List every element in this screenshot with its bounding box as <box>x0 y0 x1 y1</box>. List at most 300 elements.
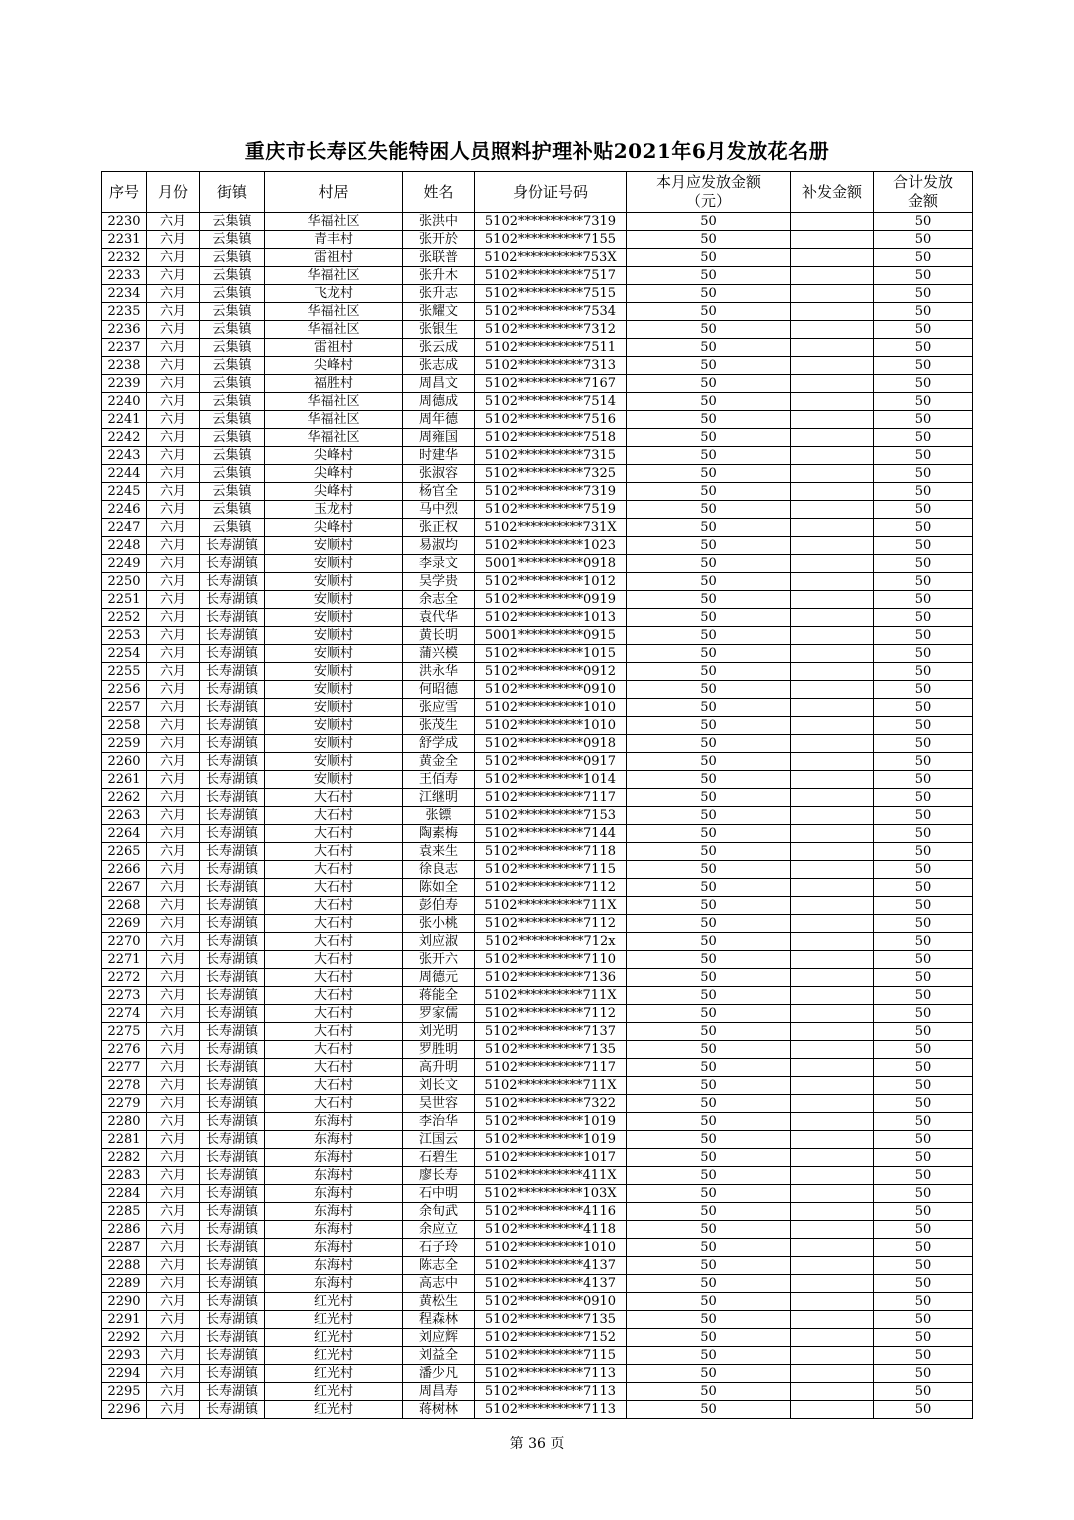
cell-seq: 2294 <box>102 1365 147 1383</box>
cell-town: 云集镇 <box>200 321 265 339</box>
cell-seq: 2240 <box>102 393 147 411</box>
cell-total: 50 <box>874 807 973 825</box>
cell-due-amount: 50 <box>627 447 791 465</box>
cell-seq: 2295 <box>102 1383 147 1401</box>
cell-town: 云集镇 <box>200 249 265 267</box>
cell-town: 长寿湖镇 <box>200 573 265 591</box>
cell-id: 5102**********7315 <box>475 447 627 465</box>
cell-village: 红光村 <box>265 1311 403 1329</box>
table-row <box>102 591 973 609</box>
cell-due-amount: 50 <box>627 879 791 897</box>
cell-name: 黄金全 <box>403 753 475 771</box>
cell-seq: 2293 <box>102 1347 147 1365</box>
cell-month: 六月 <box>147 1401 200 1419</box>
cell-seq: 2265 <box>102 843 147 861</box>
cell-month: 六月 <box>147 1347 200 1365</box>
cell-month: 六月 <box>147 1095 200 1113</box>
header-name: 姓名 <box>403 172 475 213</box>
cell-month: 六月 <box>147 357 200 375</box>
cell-due-amount: 50 <box>627 969 791 987</box>
header-supplement: 补发金额 <box>791 172 874 213</box>
cell-village: 雷祖村 <box>265 339 403 357</box>
cell-id: 5102**********7137 <box>475 1023 627 1041</box>
cell-supplement <box>791 915 874 933</box>
cell-supplement <box>791 789 874 807</box>
cell-id: 5102**********0918 <box>475 735 627 753</box>
cell-name: 石中明 <box>403 1185 475 1203</box>
cell-id: 5102**********1019 <box>475 1131 627 1149</box>
cell-supplement <box>791 1185 874 1203</box>
cell-due-amount: 50 <box>627 1167 791 1185</box>
cell-town: 长寿湖镇 <box>200 1185 265 1203</box>
cell-total: 50 <box>874 645 973 663</box>
cell-village: 红光村 <box>265 1329 403 1347</box>
cell-id: 5102**********7325 <box>475 465 627 483</box>
header-id: 身份证号码 <box>475 172 627 213</box>
cell-month: 六月 <box>147 645 200 663</box>
cell-town: 长寿湖镇 <box>200 879 265 897</box>
cell-due-amount: 50 <box>627 267 791 285</box>
cell-month: 六月 <box>147 1329 200 1347</box>
cell-name: 罗家儒 <box>403 1005 475 1023</box>
cell-town: 长寿湖镇 <box>200 1113 265 1131</box>
cell-total: 50 <box>874 681 973 699</box>
table-row <box>102 1041 973 1059</box>
cell-seq: 2267 <box>102 879 147 897</box>
cell-id: 5102**********7515 <box>475 285 627 303</box>
table-row <box>102 1221 973 1239</box>
cell-due-amount: 50 <box>627 1077 791 1095</box>
cell-town: 云集镇 <box>200 393 265 411</box>
cell-month: 六月 <box>147 1023 200 1041</box>
cell-town: 长寿湖镇 <box>200 681 265 699</box>
table-row <box>102 1311 973 1329</box>
cell-town: 长寿湖镇 <box>200 915 265 933</box>
cell-month: 六月 <box>147 267 200 285</box>
cell-town: 长寿湖镇 <box>200 951 265 969</box>
cell-month: 六月 <box>147 987 200 1005</box>
cell-id: 5102**********731X <box>475 519 627 537</box>
cell-supplement <box>791 249 874 267</box>
cell-seq: 2289 <box>102 1275 147 1293</box>
cell-supplement <box>791 375 874 393</box>
header-seq: 序号 <box>102 172 147 213</box>
cell-town: 长寿湖镇 <box>200 753 265 771</box>
table-row <box>102 1131 973 1149</box>
cell-town: 云集镇 <box>200 519 265 537</box>
cell-seq: 2271 <box>102 951 147 969</box>
cell-town: 长寿湖镇 <box>200 1041 265 1059</box>
cell-id: 5102**********7313 <box>475 357 627 375</box>
cell-town: 长寿湖镇 <box>200 1149 265 1167</box>
cell-supplement <box>791 609 874 627</box>
cell-town: 长寿湖镇 <box>200 1347 265 1365</box>
cell-supplement <box>791 969 874 987</box>
cell-month: 六月 <box>147 249 200 267</box>
cell-id: 5102**********7322 <box>475 1095 627 1113</box>
cell-name: 张升木 <box>403 267 475 285</box>
cell-id: 5102**********7144 <box>475 825 627 843</box>
cell-town: 云集镇 <box>200 231 265 249</box>
cell-seq: 2237 <box>102 339 147 357</box>
cell-month: 六月 <box>147 213 200 231</box>
cell-id: 5102**********7118 <box>475 843 627 861</box>
cell-total: 50 <box>874 537 973 555</box>
table-row <box>102 951 973 969</box>
cell-id: 5102**********7115 <box>475 861 627 879</box>
cell-town: 长寿湖镇 <box>200 537 265 555</box>
header-due-amount <box>627 172 791 213</box>
cell-due-amount: 50 <box>627 249 791 267</box>
cell-due-amount: 50 <box>627 1131 791 1149</box>
cell-total: 50 <box>874 951 973 969</box>
cell-total: 50 <box>874 825 973 843</box>
table-row <box>102 663 973 681</box>
cell-village: 红光村 <box>265 1293 403 1311</box>
cell-due-amount: 50 <box>627 681 791 699</box>
cell-seq: 2288 <box>102 1257 147 1275</box>
cell-id: 5102**********7514 <box>475 393 627 411</box>
cell-total: 50 <box>874 933 973 951</box>
cell-supplement <box>791 1005 874 1023</box>
table-row <box>102 1059 973 1077</box>
cell-seq: 2232 <box>102 249 147 267</box>
cell-village: 飞龙村 <box>265 285 403 303</box>
cell-supplement <box>791 537 874 555</box>
table-row <box>102 447 973 465</box>
cell-town: 长寿湖镇 <box>200 1167 265 1185</box>
cell-name: 周雍国 <box>403 429 475 447</box>
cell-seq: 2254 <box>102 645 147 663</box>
cell-village: 大石村 <box>265 951 403 969</box>
cell-id: 5102**********0912 <box>475 663 627 681</box>
cell-id: 5102**********7152 <box>475 1329 627 1347</box>
cell-month: 六月 <box>147 1311 200 1329</box>
header-due-line1: 本月应发放金额 <box>655 173 761 191</box>
cell-name: 刘长文 <box>403 1077 475 1095</box>
cell-due-amount: 50 <box>627 231 791 249</box>
cell-total: 50 <box>874 1365 973 1383</box>
cell-month: 六月 <box>147 789 200 807</box>
cell-month: 六月 <box>147 1005 200 1023</box>
cell-village: 大石村 <box>265 1005 403 1023</box>
cell-month: 六月 <box>147 663 200 681</box>
table-row <box>102 771 973 789</box>
cell-total: 50 <box>874 1257 973 1275</box>
cell-due-amount: 50 <box>627 303 791 321</box>
cell-town: 长寿湖镇 <box>200 1203 265 1221</box>
cell-total: 50 <box>874 1311 973 1329</box>
cell-supplement <box>791 1239 874 1257</box>
cell-id: 5102**********7135 <box>475 1041 627 1059</box>
cell-due-amount: 50 <box>627 897 791 915</box>
cell-supplement <box>791 1167 874 1185</box>
cell-total: 50 <box>874 1077 973 1095</box>
cell-town: 云集镇 <box>200 303 265 321</box>
cell-town: 长寿湖镇 <box>200 1239 265 1257</box>
cell-supplement <box>791 1401 874 1419</box>
cell-seq: 2246 <box>102 501 147 519</box>
cell-name: 洪永华 <box>403 663 475 681</box>
cell-month: 六月 <box>147 1257 200 1275</box>
cell-month: 六月 <box>147 1077 200 1095</box>
cell-village: 大石村 <box>265 915 403 933</box>
cell-village: 华福社区 <box>265 213 403 231</box>
table-row <box>102 735 973 753</box>
cell-name: 刘应淑 <box>403 933 475 951</box>
cell-due-amount: 50 <box>627 1203 791 1221</box>
cell-supplement <box>791 717 874 735</box>
cell-id: 5102**********0910 <box>475 681 627 699</box>
cell-supplement <box>791 933 874 951</box>
cell-village: 大石村 <box>265 969 403 987</box>
cell-village: 安顺村 <box>265 663 403 681</box>
cell-due-amount: 50 <box>627 483 791 501</box>
cell-month: 六月 <box>147 501 200 519</box>
cell-month: 六月 <box>147 1203 200 1221</box>
cell-month: 六月 <box>147 591 200 609</box>
cell-id: 5102**********1015 <box>475 645 627 663</box>
cell-village: 大石村 <box>265 1059 403 1077</box>
cell-name: 张耀文 <box>403 303 475 321</box>
cell-id: 5102**********1010 <box>475 699 627 717</box>
cell-name: 袁来生 <box>403 843 475 861</box>
cell-village: 尖峰村 <box>265 357 403 375</box>
cell-due-amount: 50 <box>627 717 791 735</box>
cell-village: 东海村 <box>265 1239 403 1257</box>
cell-month: 六月 <box>147 519 200 537</box>
cell-total: 50 <box>874 1041 973 1059</box>
cell-supplement <box>791 465 874 483</box>
cell-village: 东海村 <box>265 1221 403 1239</box>
cell-supplement <box>791 627 874 645</box>
table-row <box>102 789 973 807</box>
cell-id: 5102**********7112 <box>475 1005 627 1023</box>
cell-due-amount: 50 <box>627 501 791 519</box>
cell-name: 周昌寿 <box>403 1383 475 1401</box>
cell-supplement <box>791 303 874 321</box>
cell-total: 50 <box>874 1347 973 1365</box>
cell-total: 50 <box>874 1239 973 1257</box>
cell-name: 潘少凡 <box>403 1365 475 1383</box>
cell-due-amount: 50 <box>627 321 791 339</box>
cell-seq: 2268 <box>102 897 147 915</box>
table-row <box>102 573 973 591</box>
cell-seq: 2263 <box>102 807 147 825</box>
cell-village: 安顺村 <box>265 717 403 735</box>
cell-name: 陈如全 <box>403 879 475 897</box>
cell-name: 张小桃 <box>403 915 475 933</box>
cell-total: 50 <box>874 267 973 285</box>
cell-due-amount: 50 <box>627 591 791 609</box>
cell-name: 高升明 <box>403 1059 475 1077</box>
cell-supplement <box>791 213 874 231</box>
cell-supplement <box>791 573 874 591</box>
cell-town: 长寿湖镇 <box>200 789 265 807</box>
header-town: 街镇 <box>200 172 265 213</box>
cell-month: 六月 <box>147 771 200 789</box>
cell-name: 张淑容 <box>403 465 475 483</box>
cell-total: 50 <box>874 249 973 267</box>
cell-month: 六月 <box>147 555 200 573</box>
cell-seq: 2281 <box>102 1131 147 1149</box>
cell-name: 陶素梅 <box>403 825 475 843</box>
cell-due-amount: 50 <box>627 699 791 717</box>
cell-name: 刘光明 <box>403 1023 475 1041</box>
cell-village: 安顺村 <box>265 735 403 753</box>
cell-name: 江继明 <box>403 789 475 807</box>
table-row <box>102 267 973 285</box>
cell-month: 六月 <box>147 465 200 483</box>
cell-town: 长寿湖镇 <box>200 609 265 627</box>
cell-seq: 2253 <box>102 627 147 645</box>
cell-total: 50 <box>874 1185 973 1203</box>
cell-supplement <box>791 771 874 789</box>
cell-town: 长寿湖镇 <box>200 1275 265 1293</box>
cell-total: 50 <box>874 411 973 429</box>
cell-town: 长寿湖镇 <box>200 1311 265 1329</box>
cell-due-amount: 50 <box>627 1365 791 1383</box>
cell-total: 50 <box>874 789 973 807</box>
cell-id: 5102**********711X <box>475 897 627 915</box>
cell-name: 张茂生 <box>403 717 475 735</box>
cell-month: 六月 <box>147 1149 200 1167</box>
table-row <box>102 375 973 393</box>
table-row <box>102 393 973 411</box>
cell-town: 长寿湖镇 <box>200 1095 265 1113</box>
cell-due-amount: 50 <box>627 555 791 573</box>
cell-town: 长寿湖镇 <box>200 933 265 951</box>
cell-due-amount: 50 <box>627 465 791 483</box>
cell-supplement <box>791 1041 874 1059</box>
cell-town: 长寿湖镇 <box>200 861 265 879</box>
cell-id: 5102**********7117 <box>475 789 627 807</box>
cell-name: 蒋能全 <box>403 987 475 1005</box>
cell-due-amount: 50 <box>627 933 791 951</box>
table-row <box>102 465 973 483</box>
cell-seq: 2258 <box>102 717 147 735</box>
cell-name: 张应雪 <box>403 699 475 717</box>
cell-supplement <box>791 321 874 339</box>
cell-seq: 2286 <box>102 1221 147 1239</box>
table-row <box>102 1167 973 1185</box>
cell-village: 华福社区 <box>265 303 403 321</box>
cell-seq: 2244 <box>102 465 147 483</box>
cell-seq: 2249 <box>102 555 147 573</box>
cell-name: 余应立 <box>403 1221 475 1239</box>
cell-id: 5102**********1019 <box>475 1113 627 1131</box>
cell-seq: 2274 <box>102 1005 147 1023</box>
cell-month: 六月 <box>147 879 200 897</box>
cell-id: 5102**********7113 <box>475 1365 627 1383</box>
cell-seq: 2245 <box>102 483 147 501</box>
header-total-line2: 金额 <box>907 192 938 210</box>
cell-due-amount: 50 <box>627 609 791 627</box>
cell-name: 袁代华 <box>403 609 475 627</box>
cell-month: 六月 <box>147 699 200 717</box>
table-row <box>102 1149 973 1167</box>
cell-due-amount: 50 <box>627 1005 791 1023</box>
cell-month: 六月 <box>147 231 200 249</box>
table-row <box>102 339 973 357</box>
cell-id: 5001**********0918 <box>475 555 627 573</box>
cell-town: 长寿湖镇 <box>200 1401 265 1419</box>
cell-due-amount: 50 <box>627 843 791 861</box>
cell-village: 大石村 <box>265 789 403 807</box>
cell-seq: 2282 <box>102 1149 147 1167</box>
cell-supplement <box>791 339 874 357</box>
cell-seq: 2287 <box>102 1239 147 1257</box>
table-row <box>102 483 973 501</box>
cell-due-amount: 50 <box>627 825 791 843</box>
cell-village: 红光村 <box>265 1365 403 1383</box>
cell-village: 东海村 <box>265 1275 403 1293</box>
cell-month: 六月 <box>147 321 200 339</box>
cell-month: 六月 <box>147 609 200 627</box>
table-row <box>102 1077 973 1095</box>
table-header <box>102 172 973 213</box>
cell-name: 张云成 <box>403 339 475 357</box>
cell-due-amount: 50 <box>627 339 791 357</box>
cell-total: 50 <box>874 393 973 411</box>
cell-due-amount: 50 <box>627 411 791 429</box>
cell-name: 杨官全 <box>403 483 475 501</box>
table-row <box>102 627 973 645</box>
cell-month: 六月 <box>147 735 200 753</box>
cell-supplement <box>791 699 874 717</box>
cell-id: 5102**********0919 <box>475 591 627 609</box>
table-row <box>102 879 973 897</box>
cell-town: 长寿湖镇 <box>200 735 265 753</box>
cell-total: 50 <box>874 591 973 609</box>
cell-seq: 2290 <box>102 1293 147 1311</box>
cell-town: 长寿湖镇 <box>200 1131 265 1149</box>
cell-seq: 2252 <box>102 609 147 627</box>
table-row <box>102 357 973 375</box>
cell-total: 50 <box>874 1221 973 1239</box>
table-row <box>102 717 973 735</box>
table-row <box>102 915 973 933</box>
cell-village: 大石村 <box>265 807 403 825</box>
cell-village: 大石村 <box>265 933 403 951</box>
cell-town: 长寿湖镇 <box>200 663 265 681</box>
cell-id: 5102**********4116 <box>475 1203 627 1221</box>
cell-due-amount: 50 <box>627 1041 791 1059</box>
cell-total: 50 <box>874 1401 973 1419</box>
cell-town: 云集镇 <box>200 267 265 285</box>
header-month: 月份 <box>147 172 200 213</box>
cell-due-amount: 50 <box>627 393 791 411</box>
cell-seq: 2255 <box>102 663 147 681</box>
cell-total: 50 <box>874 285 973 303</box>
cell-id: 5102**********0910 <box>475 1293 627 1311</box>
cell-town: 云集镇 <box>200 285 265 303</box>
cell-total: 50 <box>874 483 973 501</box>
cell-supplement <box>791 1311 874 1329</box>
cell-due-amount: 50 <box>627 1347 791 1365</box>
cell-due-amount: 50 <box>627 1383 791 1401</box>
cell-month: 六月 <box>147 483 200 501</box>
cell-due-amount: 50 <box>627 1275 791 1293</box>
cell-town: 长寿湖镇 <box>200 1257 265 1275</box>
cell-month: 六月 <box>147 807 200 825</box>
cell-town: 云集镇 <box>200 501 265 519</box>
cell-due-amount: 50 <box>627 1185 791 1203</box>
cell-supplement <box>791 861 874 879</box>
cell-town: 长寿湖镇 <box>200 897 265 915</box>
cell-due-amount: 50 <box>627 753 791 771</box>
cell-month: 六月 <box>147 339 200 357</box>
